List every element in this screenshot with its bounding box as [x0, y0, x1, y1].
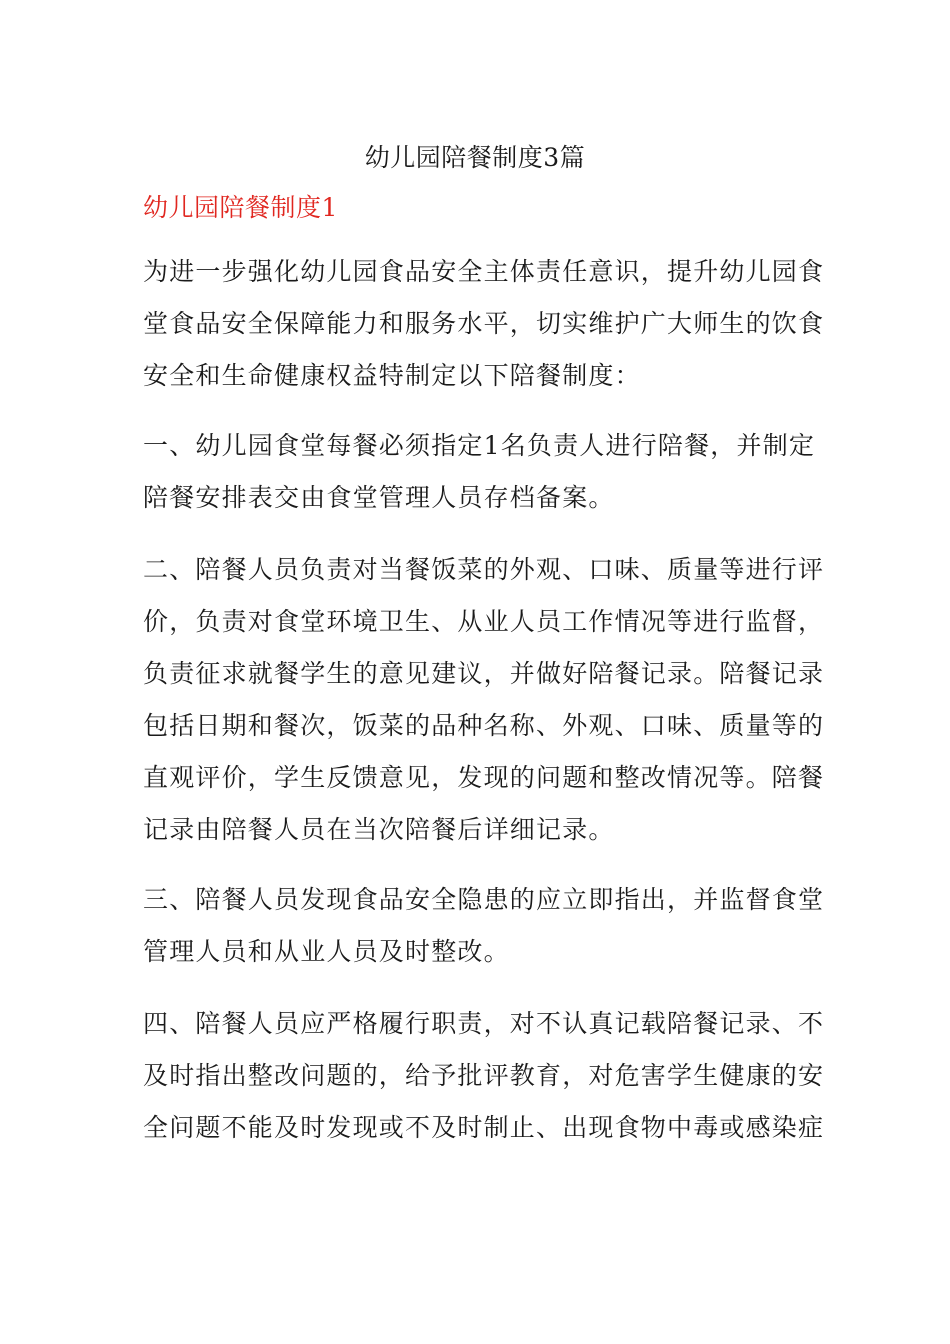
paragraph-line: 及时指出整改问题的，给予批评教育，对危害学生健康的安	[143, 1061, 825, 1090]
paragraph-line: 直观评价，学生反馈意见，发现的问题和整改情况等。陪餐	[143, 763, 825, 792]
paragraph-line: 全问题不能及时发现或不及时制止、出现食物中毒或感染症	[143, 1113, 825, 1142]
paragraph-line: 二、陪餐人员负责对当餐饭菜的外观、口味、质量等进行评	[143, 555, 825, 584]
paragraph-line: 三、陪餐人员发现食品安全隐患的应立即指出，并监督食堂	[143, 885, 825, 914]
paragraph-item-2	[143, 544, 825, 856]
paragraph-intro	[143, 246, 825, 402]
paragraph-line: 陪餐安排表交由食堂管理人员存档备案。	[143, 483, 615, 512]
paragraph-line: 为进一步强化幼儿园食品安全主体责任意识，提升幼儿园食	[143, 257, 825, 286]
section-heading: 幼儿园陪餐制度1	[143, 193, 338, 222]
paragraph-item-4	[143, 998, 825, 1154]
paragraph-line: 堂食品安全保障能力和服务水平，切实维护广大师生的饮食	[143, 309, 825, 338]
paragraph-line: 价，负责对食堂环境卫生、从业人员工作情况等进行监督，	[143, 607, 825, 636]
paragraph-line: 记录由陪餐人员在当次陪餐后详细记录。	[143, 815, 615, 844]
paragraph-item-1	[143, 420, 816, 524]
paragraph-line: 安全和生命健康权益特制定以下陪餐制度：	[143, 361, 641, 390]
paragraph-line: 负责征求就餐学生的意见建议，并做好陪餐记录。陪餐记录	[143, 659, 825, 688]
paragraph-item-3	[143, 874, 825, 978]
paragraph-line: 四、陪餐人员应严格履行职责，对不认真记载陪餐记录、不	[143, 1009, 825, 1038]
paragraph-line: 一、幼儿园食堂每餐必须指定1名负责人进行陪餐，并制定	[143, 431, 816, 460]
paragraph-line: 管理人员和从业人员及时整改。	[143, 937, 510, 966]
paragraph-line: 包括日期和餐次，饭菜的品种名称、外观、口味、质量等的	[143, 711, 825, 740]
document-title: 幼儿园陪餐制度3篇	[364, 143, 586, 172]
